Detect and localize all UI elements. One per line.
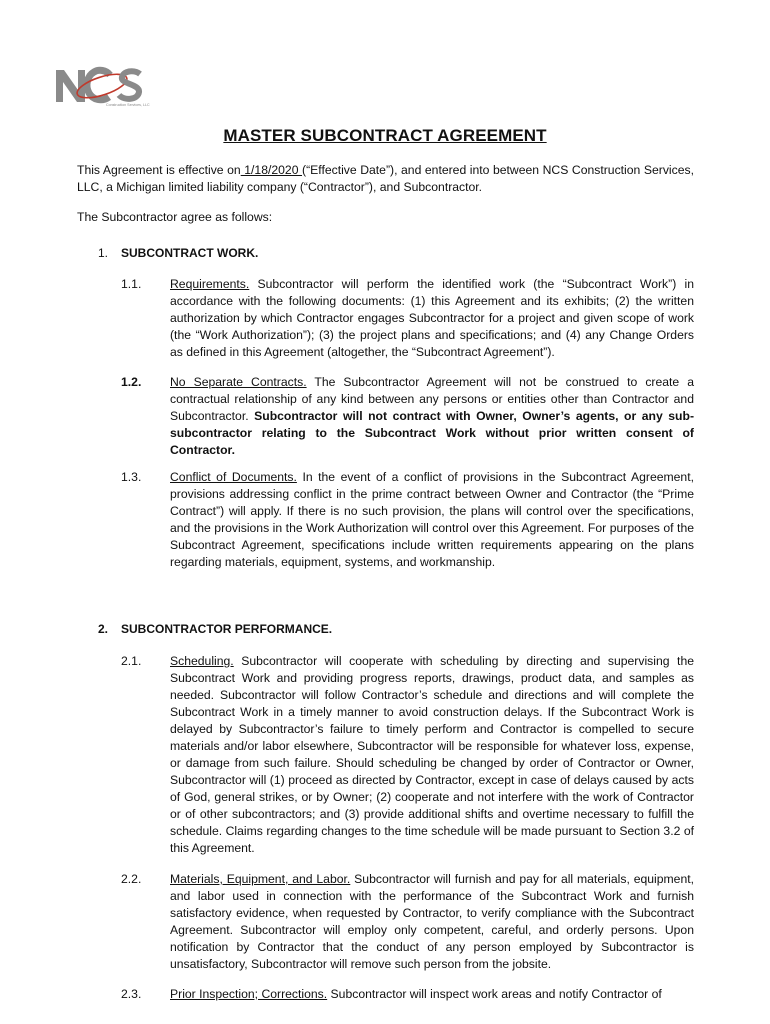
clause — [121, 469, 694, 571]
clause-title: No Separate Contracts. — [170, 375, 307, 389]
section-title: SUBCONTRACTOR PERFORMANCE. — [121, 622, 333, 636]
clause-number: 2.2. — [121, 872, 142, 886]
clause-text: Subcontractor will perform the identified work (the “Subcontract Work”) in accordance with the following documents: (1) this Agreement and its exhibits; (2) the written authorization by which Contractor engages Subcontractor for a project and given scope of work (the “Work Authorization”); (3) the project plans and specifications; and (4) any Change Orders as defined in this Agreement (altogether, the “Subcontract Agreement”). — [170, 277, 694, 359]
intro-prefix: This Agreement is effective on — [77, 163, 241, 177]
section-number: 1. — [98, 246, 109, 260]
section-heading — [98, 246, 258, 260]
clause-title: Requirements. — [170, 277, 250, 291]
clause-text: In the event of a conflict of provisions in the Subcontract Agreement, provisions addressing conflict in the prime contract between Owner and Contractor (the “Prime Contract”) will apply. If there is no such provision, the plans will control over the specifications, and the provisions in the Work Authorization will control over this Agreement. For purposes of the Subcontract Agreement, specifications include written requirements appearing on the plans regarding materials, equipment, systems, and workmanship. — [170, 470, 694, 569]
clause-text: Subcontractor will cooperate with scheduling by directing and supervising the Subcontract Work and providing progress reports, drawings, product data, and samples as needed. Subcontractor will follow Contractor’s schedule and directions and will complete the Subcontract Work in a timely manner to avoid construction delays. If the Subcontract Work is delayed by Subcontractor’s failure to timely perform and Contractor is compelled to secure materials and/or labor elsewhere, Subcontractor will be responsible for whatever loss, expense, or damage from such failure. Should scheduling be changed by order of Contractor or Owner, Subcontractor will (1) proceed as directed by Contractor, except in case of delays caused by acts of God, general strikes, or by Owner; (2) cooperate and not interfere with the work of Contractor or of other subcontractors; and (3) provide additional shifts and overtime necessary to fulfill the schedule. Claims regarding changes to the time schedule will be made pursuant to Section 3.2 of this Agreement. — [170, 654, 694, 855]
clause-number: 2.1. — [121, 654, 142, 668]
document-title: MASTER SUBCONTRACT AGREEMENT — [223, 126, 547, 145]
clause — [121, 871, 694, 973]
clause-bold-text: Subcontractor will not contract with Owner, Owner’s agents, or any sub-subcontractor relating to the Subcontract Work without prior written consent of Contractor. — [170, 409, 695, 457]
clause — [121, 374, 694, 459]
section-title: SUBCONTRACT WORK. — [121, 246, 259, 260]
clause-number: 1.3. — [121, 470, 142, 484]
clause-number: 1.1. — [121, 277, 142, 291]
clause-number: 2.3. — [121, 987, 142, 1001]
intro-suffix: (“Effective Date”), and entered into between NCS Construction Services, LLC, a Michigan limited liability company (“Contractor”), and Subcontractor. — [77, 163, 694, 194]
clause-title: Materials, Equipment, and Labor. — [170, 872, 351, 886]
clause-text: Subcontractor will inspect work areas and notify Contractor of — [327, 987, 662, 1001]
clause-text: The Subcontractor Agreement will not be construed to create a contractual relationship of any kind between any persons or entities other than Contractor and Subcontractor. — [170, 375, 694, 423]
section-number: 2. — [98, 622, 109, 636]
clause-title: Prior Inspection; Corrections. — [170, 987, 328, 1001]
clause — [121, 653, 694, 857]
clause-title: Conflict of Documents. — [170, 470, 297, 484]
company-logo — [52, 62, 152, 110]
agree-line: The Subcontractor agree as follows: — [77, 210, 273, 224]
clause-text: Subcontractor will furnish and pay for all materials, equipment, and labor used in connection with the performance of the Subcontract Work and furnish satisfactory evidence, when requested by Contractor, to verify compliance with the Subcontract Agreement. Subcontractor will employ only competent, careful, and orderly persons. Upon notification by Contractor that the conduct of any person employed by Subcontractor is unsatisfactory, Subcontractor will remove such person from the jobsite. — [170, 872, 694, 971]
clause-number: 1.2. — [121, 375, 142, 389]
section-heading — [98, 622, 332, 636]
effective-date: 1/18/2020 — [240, 163, 303, 177]
clause-title: Scheduling. — [170, 654, 234, 668]
clause — [121, 986, 694, 1003]
clause — [121, 276, 694, 361]
logo-tagline: Construction Services, LLC — [106, 103, 150, 107]
intro-paragraph — [77, 162, 694, 196]
